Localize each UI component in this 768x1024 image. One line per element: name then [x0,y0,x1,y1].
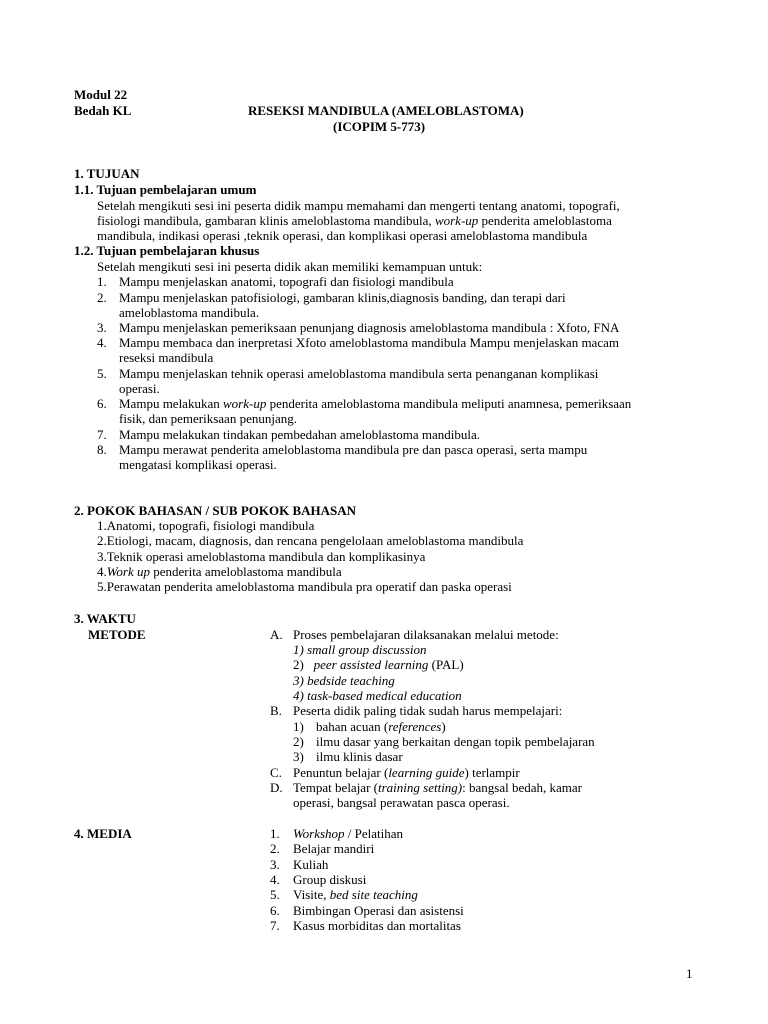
media-item [293,887,418,903]
subsection-1-2-heading: 1.2. Tujuan pembelajaran khusus [74,243,260,258]
text-run: fisiologi mandibula, gambaran klinis ameloblastoma mandibula, [97,213,432,228]
method-b1 [316,719,446,735]
subsection-1-1-heading: 1.1. Tujuan pembelajaran umum [74,182,257,197]
topic-item: 5.Perawatan penderita ameloblastoma mandibula pra operatif dan paska operasi [97,579,512,594]
module-number: Modul 22 [74,87,128,102]
section-1-heading: 1. TUJUAN [74,166,140,181]
media-item [293,826,403,842]
list-item-number: 3) [293,749,304,764]
list-item-number: 6. [270,903,280,918]
list-letter: D. [270,780,283,795]
list-item-number: 8. [97,442,107,457]
media-item: Kasus morbiditas dan mortalitas [293,918,461,933]
list-item-number: 4. [97,335,107,350]
text-run: Mampu melakukan [119,396,220,411]
topic-item: 2.Etiologi, macam, diagnosis, dan rencana pengelolaan ameloblastoma mandibula [97,533,524,548]
italic-text: work-up [222,396,267,411]
list-letter: B. [270,703,282,718]
media-item: Belajar mandiri [293,841,375,856]
method-a4: 4) task-based medical education [293,688,462,703]
list-item-text: operasi. [119,381,160,396]
italic-text: Workshop [293,826,345,841]
list-item-text: Mampu menjelaskan tehnik operasi ameloblastoma mandibula serta penanganan komplikasi [119,366,599,381]
text-run: : bangsal bedah, kamar [462,780,582,795]
text-run: bahan acuan ( [316,719,389,734]
method-a2 [293,657,464,673]
list-item-number: 1. [270,826,280,841]
department: Bedah KL [74,103,132,118]
paragraph-1-1-line2 [97,213,612,229]
paragraph-1-1-line3: mandibula, indikasi operasi ,teknik operasi, dan komplikasi operasi ameloblastoma mandibula [97,228,588,243]
icopim-code: (ICOPIM 5-773) [333,119,426,134]
italic-text: references [388,719,442,734]
section-2-heading: 2. POKOK BAHASAN / SUB POKOK BAHASAN [74,503,357,518]
list-item-number: 2. [270,841,280,856]
italic-text: work-up [434,213,479,228]
list-letter: A. [270,627,283,642]
method-c-text [293,765,520,781]
topic-item: 1.Anatomi, topografi, fisiologi mandibula [97,518,315,533]
media-item: Bimbingan Operasi dan asistensi [293,903,464,918]
list-item-number: 5. [97,366,107,381]
list-item-number: 5. [270,887,280,902]
list-item-number: 1. [97,274,107,289]
italic-text: Work up [106,564,150,579]
list-item-number: 3. [270,857,280,872]
italic-text: training setting) [378,780,463,795]
text-run: Penuntun belajar ( [293,765,389,780]
list-item-text: Mampu membaca dan inerpretasi Xfoto ameloblastoma mandibula Mampu menjelaskan macam [119,335,619,350]
list-item-text: Mampu menjelaskan pemeriksaan penunjang diagnosis ameloblastoma mandibula : Xfoto, FNA [119,320,620,335]
list-item-number: 4. [270,872,280,887]
method-d-text [293,780,582,796]
list-item-text [119,396,631,412]
text-run: ) [441,719,446,734]
italic-text: peer assisted learning [313,657,429,672]
media-item: Group diskusi [293,872,367,887]
method-a3: 3) bedside teaching [293,673,395,688]
method-b-text: Peserta didik paling tidak sudah harus mempelajari: [293,703,563,718]
section-4-heading: 4. MEDIA [74,826,132,841]
list-item-text: Mampu merawat penderita ameloblastoma mandibula pre dan pasca operasi, serta mampu [119,442,588,457]
text-run: Tempat belajar ( [293,780,378,795]
list-item-text: reseksi mandibula [119,350,214,365]
list-item-number: 6. [97,396,107,411]
method-d-text-line2: operasi, bangsal perawatan pasca operasi. [293,795,510,810]
text-run: 2) [293,657,304,672]
list-letter: C. [270,765,282,780]
topic-item [97,564,342,580]
method-a-text: Proses pembelajaran dilaksanakan melalui metode: [293,627,559,642]
topic-item: 3.Teknik operasi ameloblastoma mandibula dan komplikasinya [97,549,426,564]
list-item-text: ameloblastoma mandibula. [119,305,260,320]
list-item-number: 3. [97,320,107,335]
list-item-number: 1) [293,719,304,734]
document-title: RESEKSI MANDIBULA (AMELOBLASTOMA) [248,103,524,118]
list-item-text: Mampu melakukan tindakan pembedahan ameloblastoma mandibula. [119,427,481,442]
text-run: (PAL) [431,657,464,672]
text-run: penderita ameloblastoma mandibula meliputi anamnesa, pemeriksaan [269,396,632,411]
list-item-text: fisik, dan pemeriksaan penunjang. [119,411,297,426]
list-item-number: 2. [97,290,107,305]
list-item-text: mengatasi komplikasi operasi. [119,457,277,472]
text-run: Visite, [293,887,327,902]
list-item-number: 7. [270,918,280,933]
section-3-heading: 3. WAKTU [74,611,136,626]
text-run: ) terlampir [464,765,520,780]
method-a1: 1) small group discussion [293,642,427,657]
text-run: penderita ameloblastoma [481,213,612,228]
list-item-number: 7. [97,427,107,442]
list-item-text: Mampu menjelaskan patofisiologi, gambaran klinis,diagnosis banding, dan terapi dari [119,290,566,305]
text-run: penderita ameloblastoma mandibula [153,564,342,579]
list-item-text: Mampu menjelaskan anatomi, topografi dan fisiologi mandibula [119,274,454,289]
text-run: / Pelatihan [347,826,404,841]
italic-text: learning guide [388,765,465,780]
method-b3: ilmu klinis dasar [316,749,403,764]
media-item: Kuliah [293,857,329,872]
text-run: 4. [97,564,107,579]
list-item-number: 2) [293,734,304,749]
method-b2: ilmu dasar yang berkaitan dengan topik pembelajaran [316,734,595,749]
italic-text: bed site teaching [329,887,418,902]
method-label: METODE [88,627,146,642]
paragraph-1-2-intro: Setelah mengikuti sesi ini peserta didik akan memiliki kemampuan untuk: [97,259,483,274]
page-number: 1 [686,966,693,981]
paragraph-1-1-line1: Setelah mengikuti sesi ini peserta didik mampu memahami dan mengerti tentang anatomi, topografi, [97,198,620,213]
